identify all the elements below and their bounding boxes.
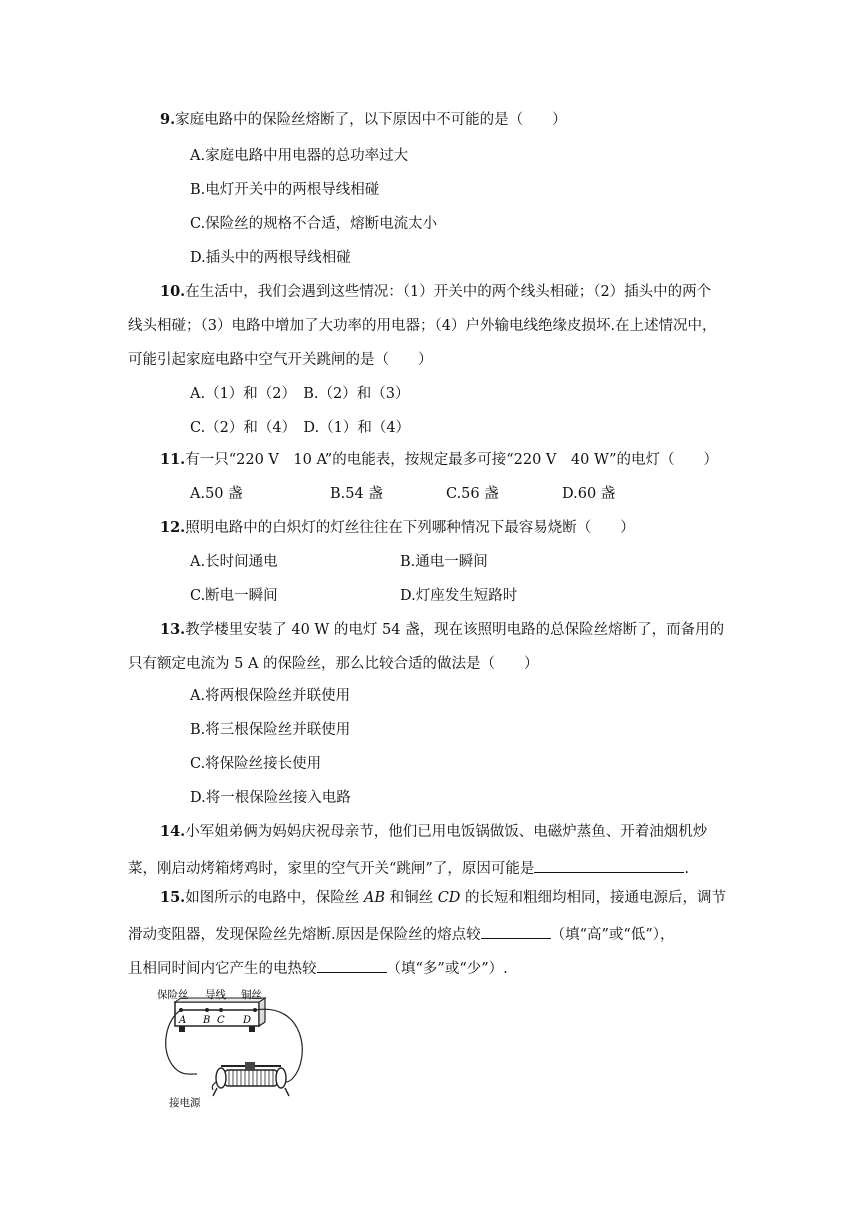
option-c: C.将保险丝接长使用 [190,756,322,772]
answer-blank[interactable] [317,956,387,973]
circuit-diagram [155,988,315,1110]
question-13 [160,620,724,640]
question-stem-line: 在生活中，我们会遇到这些情况：（1）开关中的两个线头相碰；（2）插头中的两个 [185,284,712,300]
label-fuse: 保险丝 [157,989,189,1001]
option-b: B.通电一瞬间 [400,554,488,570]
terminal-b [205,1008,209,1012]
option-b: B.将三根保险丝并联使用 [190,722,351,738]
option-d: D.插头中的两根导线相碰 [190,250,351,266]
question-text: （填“多”或“少”）. [386,961,508,977]
label-wire: 导线 [205,989,226,1001]
question-10 [160,282,711,302]
question-stem: 有一只“220 V 10 A”的电能表，按规定最多可接“220 V 40 W”的电灯（ ） [185,452,719,468]
question-number: 13. [160,621,186,638]
option-b: B.电灯开关中的两根导线相碰 [190,182,380,198]
rheostat-leg [213,1088,217,1096]
question-stem-line: 线头相碰；（3）电路中增加了大功率的用电器；（4）户外输电线绝缘皮损坏.在上述情况中， [128,318,717,334]
question-15 [160,888,726,908]
rheostat-end-left [216,1068,226,1088]
symbol-cd: CD [437,890,461,906]
question-9 [160,110,567,130]
rheostat-leg [285,1088,289,1096]
point-b: B [203,1015,211,1026]
question-14 [160,822,707,842]
option-d: D.灯座发生短路时 [400,588,518,604]
answer-blank[interactable] [534,856,684,873]
question-number: 14. [160,823,186,840]
option-d: D.60 盏 [562,486,616,502]
question-stem-line [128,856,689,879]
question-11 [160,450,718,470]
symbol-ab: AB [363,890,385,906]
question-stem-line: 教学楼里安装了 40 W 的电灯 54 盏，现在该照明电路的总保险丝熔断了，而备用的 [185,622,725,638]
board-foot [179,1026,185,1032]
question-text: 如图所示的电路中，保险丝 [185,890,364,906]
question-stem-line [128,956,508,979]
question-stem: 家庭电路中的保险丝熔断了，以下原因中不可能的是（ ） [175,112,567,128]
question-text: . [684,861,689,877]
point-d: D [243,1015,252,1026]
label-copper: 铜丝 [241,989,262,1001]
label-power-supply: 接电源 [169,1097,201,1109]
question-number: 11. [160,451,186,468]
question-stem-line: 可能引起家庭电路中空气开关跳闸的是（ ） [128,352,433,368]
option-a: A.长时间通电 [190,554,278,570]
option-d: D.将一根保险丝接入电路 [190,790,351,806]
question-text: （填“高”或“低”）， [550,927,675,943]
question-stem-line: 只有额定电流为 5 A 的保险丝，那么比较合适的做法是（ ） [128,656,539,672]
option-c: C.保险丝的规格不合适，熔断电流太小 [190,216,438,232]
point-c: C [217,1015,225,1026]
question-text: 菜，刚启动烤箱烤鸡时，家里的空气开关“跳闸”了，原因可能是 [128,861,535,877]
option-b: B.54 盏 [330,486,383,502]
question-number: 9. [160,111,176,128]
answer-blank[interactable] [481,922,551,939]
option-c: C.56 盏 [446,486,499,502]
question-stem: 照明电路中的白炽灯的灯丝往往在下列哪种情况下最容易烧断（ ） [185,520,635,536]
question-text: 和铜丝 [384,890,438,906]
point-a: A [179,1015,187,1026]
board-foot [249,1026,255,1032]
board-side [259,998,265,1026]
question-stem-line: 小军姐弟俩为妈妈庆祝母亲节，他们已用电饭锅做饭、电磁炉蒸鱼、开着油烟机炒 [185,824,708,840]
question-text: 滑动变阻器，发现保险丝先熔断.原因是保险丝的熔点较 [128,927,481,943]
question-12 [160,518,635,538]
question-number: 15. [160,889,186,906]
rheostat-slider [245,1062,255,1070]
question-stem-line [128,922,675,945]
option-a: A.将两根保险丝并联使用 [190,688,351,704]
terminal-c [219,1008,223,1012]
question-text: 且相同时间内它产生的电热较 [128,961,317,977]
question-number: 10. [160,283,186,300]
option-a: A.家庭电路中用电器的总功率过大 [190,148,409,164]
question-text: 的长短和粗细均相同，接通电源后，调节 [460,890,727,906]
option-a: A.50 盏 [190,486,243,502]
question-number: 12. [160,519,186,536]
option-row: C.（2）和（4） D.（1）和（4） [190,420,411,436]
circuit-figure [155,988,315,1110]
option-c: C.断电一瞬间 [190,588,278,604]
rheostat-end-right [276,1068,286,1088]
option-row: A.（1）和（2） B.（2）和（3） [190,386,410,402]
